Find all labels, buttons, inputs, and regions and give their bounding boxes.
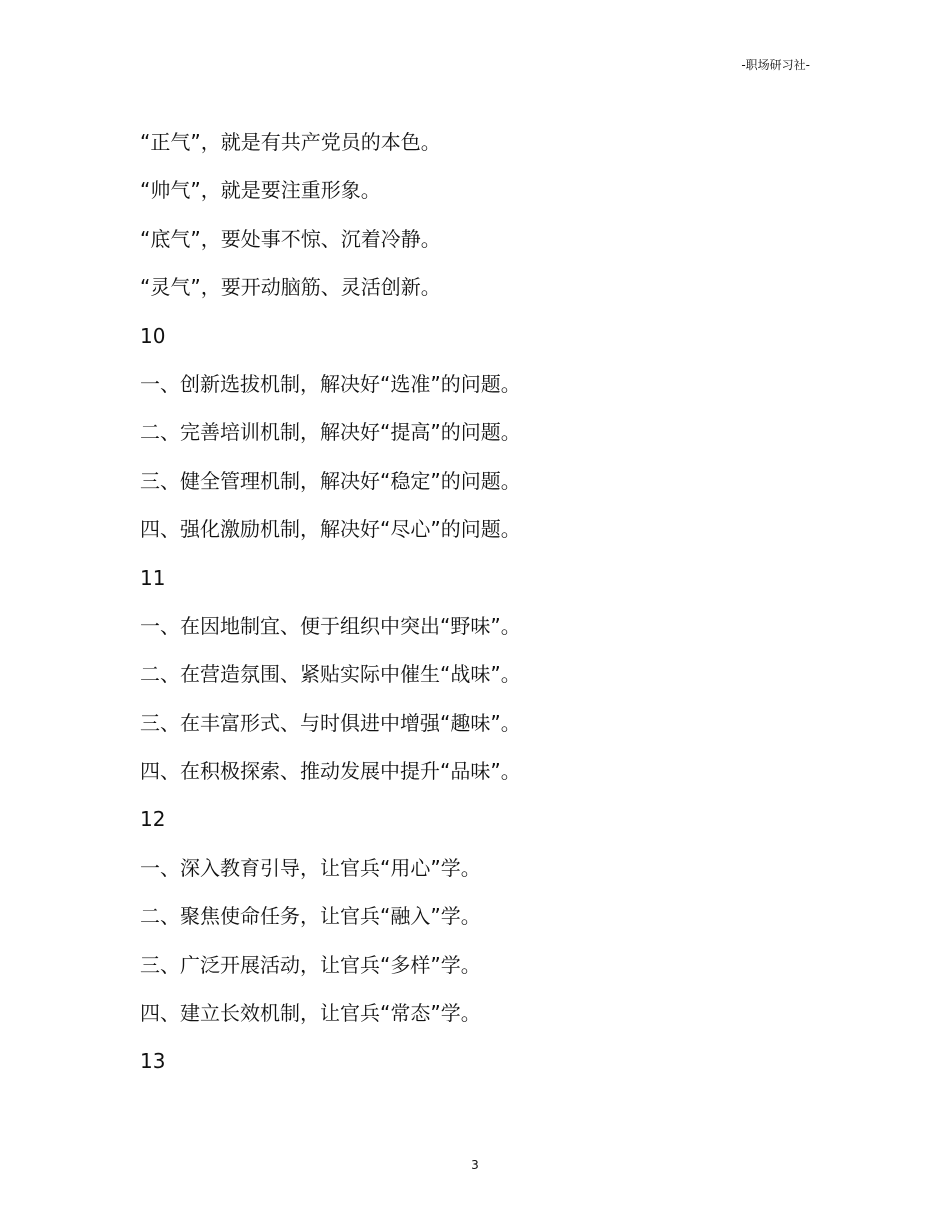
text-line: 四、建立长效机制，让官兵“常态”学。 [140, 1001, 481, 1026]
text-line: “灵气”，要开动脑筋、灵活创新。 [140, 275, 441, 300]
text-line: “底气”，要处事不惊、沉着冷静。 [140, 226, 441, 251]
text-line: 二、在营造氛围、紧贴实际中催生“战味”。 [140, 662, 521, 687]
running-header: -职场研习社- [741, 58, 810, 72]
text-line: 一、深入教育引导，让官兵“用心”学。 [140, 855, 481, 880]
text-line: 三、广泛开展活动，让官兵“多样”学。 [140, 952, 481, 977]
text-line: 三、健全管理机制，解决好“稳定”的问题。 [140, 468, 521, 493]
section-number: 13 [140, 1049, 166, 1074]
text-line: 三、在丰富形式、与时俱进中增强“趣味”。 [140, 710, 521, 735]
text-line: 四、强化激励机制，解决好“尽心”的问题。 [140, 517, 521, 542]
page-number: 3 [471, 1158, 479, 1172]
text-line: “帅气”，就是要注重形象。 [140, 178, 381, 203]
text-line: 一、创新选拔机制，解决好“选准”的问题。 [140, 371, 521, 396]
text-line: 二、完善培训机制，解决好“提高”的问题。 [140, 420, 521, 445]
text-line: 一、在因地制宜、便于组织中突出“野味”。 [140, 613, 521, 638]
text-line: 四、在积极探索、推动发展中提升“品味”。 [140, 759, 521, 784]
document-body [140, 126, 840, 1094]
text-line: 二、聚焦使命任务，让官兵“融入”学。 [140, 904, 481, 929]
section-number: 12 [140, 807, 166, 832]
section-number: 11 [140, 565, 166, 590]
section-number: 10 [140, 323, 166, 348]
text-line: “正气”，就是有共产党员的本色。 [140, 130, 441, 154]
